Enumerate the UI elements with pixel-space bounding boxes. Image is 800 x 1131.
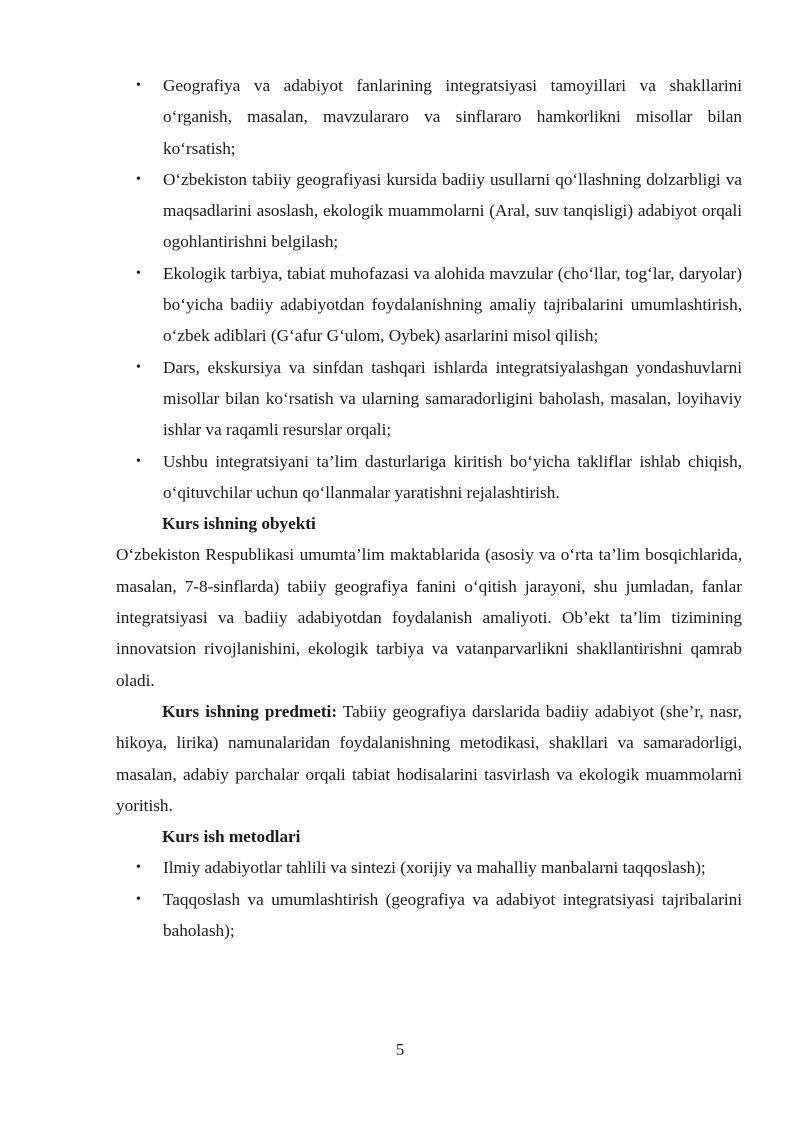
methods-heading: Kurs ish metodlari [162, 827, 301, 847]
bullet-icon: • [136, 453, 141, 469]
list-item-text: Ushbu integratsiyani ta’lim dasturlariga kiritish bo‘yicha takliflar ishlab chiqish, o‘qituvchilar uchun qo‘llanmalar yaratishni rejalashtirish. [163, 451, 742, 502]
list-item-text: Ilmiy adabiyotlar tahlili va sintezi (xorijiy va mahalliy manbalarni taqqoslash); [163, 858, 706, 878]
methods-list [116, 852, 742, 946]
list-item [116, 446, 742, 509]
bullet-icon: • [136, 891, 141, 907]
list-item [116, 70, 742, 164]
object-paragraph: O‘zbekiston Respublikasi umumta’lim maktablarida (asosiy va o‘rta ta’lim bosqichlarida, masalan, 7-8-sinflarda) tabiiy geografiya fanini o‘qitish jarayoni, shu jumladan, fanlar integratsiyasi va badiiy adabiyotdan foydalanish amaliyoti. Ob’ekt ta’lim tizimining innovatsion rivojlanishini, ekologik tarbiya va vatanparvarlikni shakllantirishni qamrab oladi. [116, 545, 742, 690]
subject-paragraph [116, 696, 742, 821]
subject-label: Kurs ishning predmeti: [162, 701, 338, 721]
list-item-text: Dars, ekskursiya va sinfdan tashqari ishlarda integratsiyalashgan yondashuvlarni misollar bilan ko‘rsatish va ularning samaradorligini baholash, masalan, loyihaviy ishlar va raqamli resurslar orqali; [163, 357, 742, 440]
list-item-text: Ekologik tarbiya, tabiat muhofazasi va alohida mavzular (cho‘llar, tog‘lar, daryolar) bo‘yicha badiiy adabiyotdan foydalanishning amaliy tajribalarini umumlashtirish, o‘zbek adiblari (G‘afur G‘ulom, Oybek) asarlarini misol qilish; [163, 263, 742, 346]
list-item-text: Geografiya va adabiyot fanlarining integratsiyasi tamoyillari va shakllarini o‘rganish, masalan, mavzulararo va sinflararo hamkorlikni misollar bilan ko‘rsatish; [163, 76, 742, 158]
bullet-icon: • [136, 171, 141, 187]
document-body [116, 70, 742, 946]
list-item [116, 352, 742, 446]
subject-text: Tabiiy geografiya darslarida badiiy adabiyot (she’r, nasr, hikoya, lirika) namunalaridan foydalanishning metodikasi, shakllari va samaradorligi, masalan, adabiy parchalar orqali tabiat hodisalarini tasvirlash va ekologik muammolarni yoritish. [116, 701, 742, 815]
object-heading: Kurs ishning obyekti [162, 514, 316, 534]
bullet-icon: • [136, 860, 141, 876]
list-item [116, 164, 742, 258]
list-item [116, 258, 742, 352]
list-item [116, 884, 742, 947]
page-number: 5 [395, 1040, 405, 1059]
aims-list [116, 70, 742, 508]
list-item-text: O‘zbekiston tabiiy geografiyasi kursida badiiy usullarni qo‘llashning dolzarbligi va maqsadlarini asoslash, ekologik muammolarni (Aral, suv tanqisligi) adabiyot orqali ogohlantirishni belgilash; [163, 169, 742, 252]
list-item [116, 852, 742, 883]
list-item-text: Taqqoslash va umumlashtirish (geografiya va adabiyot integratsiyasi tajribalarini baholash); [163, 889, 742, 941]
bullet-icon: • [136, 265, 141, 281]
bullet-icon: • [136, 359, 141, 375]
bullet-icon: • [136, 78, 141, 93]
